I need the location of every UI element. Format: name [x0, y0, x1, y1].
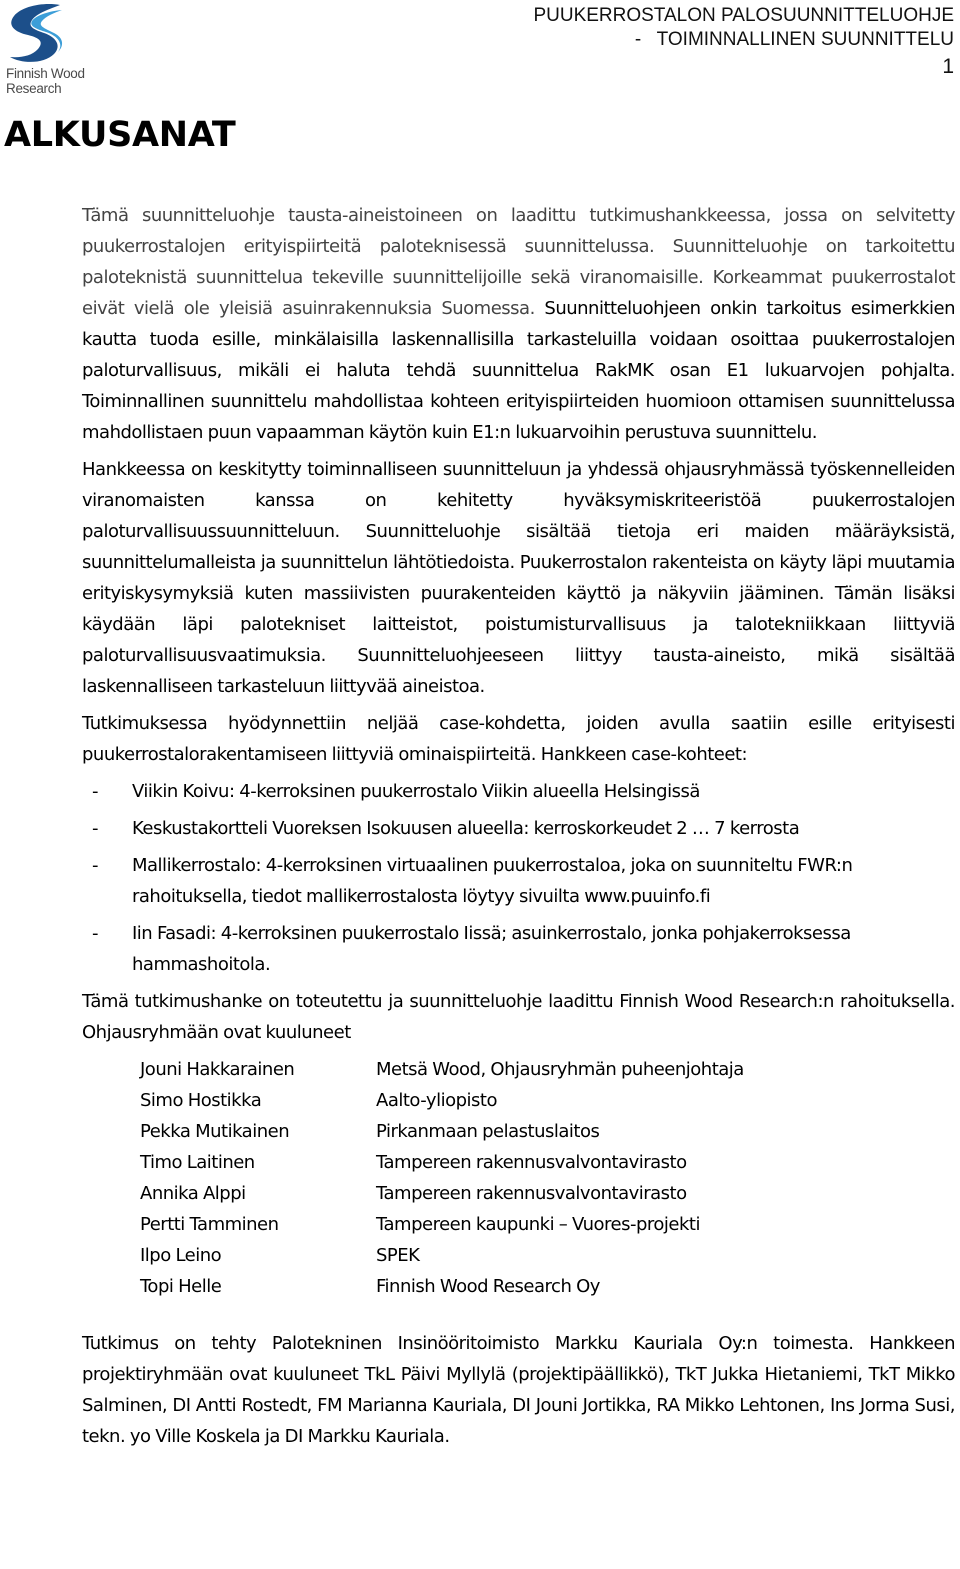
page-title: ALKUSANAT	[4, 115, 236, 155]
list-dash: -	[92, 781, 98, 802]
list-dash: -	[92, 855, 98, 876]
member-organization: Finnish Wood Research Oy	[376, 1276, 600, 1297]
table-row	[140, 1240, 744, 1271]
table-row	[140, 1209, 744, 1240]
list-item	[82, 918, 955, 980]
list-dash: -	[92, 923, 98, 944]
header-title: PUUKERROSTALON PALOSUUNNITTELUOHJE	[533, 5, 954, 26]
member-organization: Aalto-yliopisto	[376, 1090, 497, 1111]
logo-line-2: Research	[6, 81, 62, 96]
case-text: Viikin Koivu: 4-kerroksinen puukerrostalo Viikin alueella Helsingissä	[132, 781, 700, 802]
member-organization: Tampereen kaupunki – Vuores-projekti	[376, 1214, 700, 1235]
member-name: Annika Alppi	[140, 1183, 246, 1204]
member-name: Ilpo Leino	[140, 1245, 222, 1266]
table-row	[140, 1085, 744, 1116]
member-name: Jouni Hakkarainen	[140, 1059, 295, 1080]
list-item	[82, 813, 955, 844]
member-name: Pertti Tamminen	[140, 1214, 279, 1235]
header-subtitle: - TOIMINNALLINEN SUUNNITTELU	[634, 29, 954, 50]
table-row	[140, 1147, 744, 1178]
logo-text	[6, 66, 85, 96]
list-item	[82, 776, 955, 807]
paragraph-intro-part-2: Suunnitteluohjeen onkin tarkoitus esimerkkien kautta tuoda esille, minkälaisilla laskennallisilla tarkasteluilla voidaan osoittaa puukerrostalojen paloturvallisuus, mikäli ei haluta tehdä suunnittelua RakMK osan E1 lukuarvojen pohjalta. Toiminnallinen suunnittelu mahdollistaa kohteen erityispiirteiden huomioon ottamisen suunnittelussa mahdollistaen puun vapaamman käytön kuin E1:n lukuarvoihin perustuva suunnittelu.	[82, 298, 955, 443]
case-text: Mallikerrostalo: 4-kerroksinen virtuaalinen puukerrostaloa, joka on suunniteltu FWR:n rahoituksella, tiedot mallikerrostalosta löytyy sivuilta www.puuinfo.fi	[132, 855, 853, 907]
member-organization: SPEK	[376, 1245, 420, 1266]
paragraph-intro	[82, 200, 955, 448]
paragraph-case-intro: Tutkimuksessa hyödynnettiin neljää case-kohdetta, joiden avulla saatiin esille erityisesti puukerrostalorakentamiseen liittyviä ominaispiirteitä. Hankkeen case-kohteet:	[82, 713, 955, 765]
body-text	[82, 200, 955, 1452]
running-header	[533, 4, 954, 82]
case-list	[82, 776, 955, 980]
steering-group-table	[140, 1054, 744, 1302]
paragraph-project-team: Tutkimus on tehty Palotekninen Insinööritoimisto Markku Kauriala Oy:n toimesta. Hankkeen projektiryhmään ovat kuuluneet TkL Päivi Myllylä (projektipäällikkö), TkT Jukka Hietaniemi, TkT Mikko Salminen, DI Antti Rostedt, FM Marianna Kauriala, DI Jouni Jortikka, RA Mikko Lehtonen, Ins Jorma Susi, tekn. yo Ville Koskela ja DI Markku Kauriala.	[82, 1333, 955, 1447]
table-row	[140, 1054, 744, 1085]
member-organization: Pirkanmaan pelastuslaitos	[376, 1121, 600, 1142]
member-name: Simo Hostikka	[140, 1090, 262, 1111]
logo	[4, 2, 104, 98]
table-row	[140, 1271, 744, 1302]
table-row	[140, 1178, 744, 1209]
paragraph-funding: Tämä tutkimushanke on toteutettu ja suunnitteluohje laadittu Finnish Wood Research:n rahoituksella. Ohjausryhmään ovat kuuluneet	[82, 991, 955, 1043]
table-row	[140, 1116, 744, 1147]
member-organization: Tampereen rakennusvalvontavirasto	[376, 1152, 687, 1173]
page-number: 1	[942, 55, 954, 78]
case-text: Keskustakortteli Vuoreksen Isokuusen alueella: kerroskorkeudet 2 … 7 kerrosta	[132, 818, 800, 839]
member-organization: Metsä Wood, Ohjausryhmän puheenjohtaja	[376, 1059, 744, 1080]
paragraph-intro-part-1: Tämä suunnitteluohje tausta-aineistoineen on laadittu tutkimushankkeessa, jossa on selvitetty puukerrostalojen erityispiirteitä paloteknisessä suunnittelussa. Suunnitteluohje on tarkoitettu paloteknistä suunnittelua tekeville suunnittelijoille sekä viranomaisille. Korkeammat puukerrostalot eivät vielä ole yleisiä asuinrakennuksia Suomessa.	[82, 205, 955, 319]
paragraph-project-scope: Hankkeessa on keskitytty toiminnalliseen suunnitteluun ja yhdessä ohjausryhmässä työskennelleiden viranomaisten kanssa on kehitetty hyväksymiskriteeristöä puukerrostalojen paloturvallisuussuunnitteluun. Suunnitteluohje sisältää tietoja eri maiden määräyksistä, suunnittelumalleista ja suunnittelun lähtötiedoista. Puukerrostalon rakenteista on käyty läpi muutamia erityiskysymyksiä kuten massiivisten puurakenteiden käyttö ja näkyviin jääminen. Tämän lisäksi käydään läpi palotekniset laitteistot, poistumisturvallisuus ja talotekniikkaan liittyviä paloturvallisuusvaatimuksia. Suunnitteluohjeeseen liittyy tausta-aineisto, mikä sisältää laskennalliseen tarkasteluun liittyvää aineistoa.	[82, 459, 955, 697]
list-item	[82, 850, 955, 912]
list-dash: -	[92, 818, 98, 839]
member-organization: Tampereen rakennusvalvontavirasto	[376, 1183, 687, 1204]
logo-line-1: Finnish Wood	[6, 66, 85, 81]
member-name: Timo Laitinen	[140, 1152, 255, 1173]
case-text: Iin Fasadi: 4-kerroksinen puukerrostalo Iissä; asuinkerrostalo, jonka pohjakerroksessa hammashoitola.	[132, 923, 851, 975]
member-name: Pekka Mutikainen	[140, 1121, 290, 1142]
finnish-wood-research-logo-icon	[4, 2, 66, 66]
member-name: Topi Helle	[140, 1276, 222, 1297]
